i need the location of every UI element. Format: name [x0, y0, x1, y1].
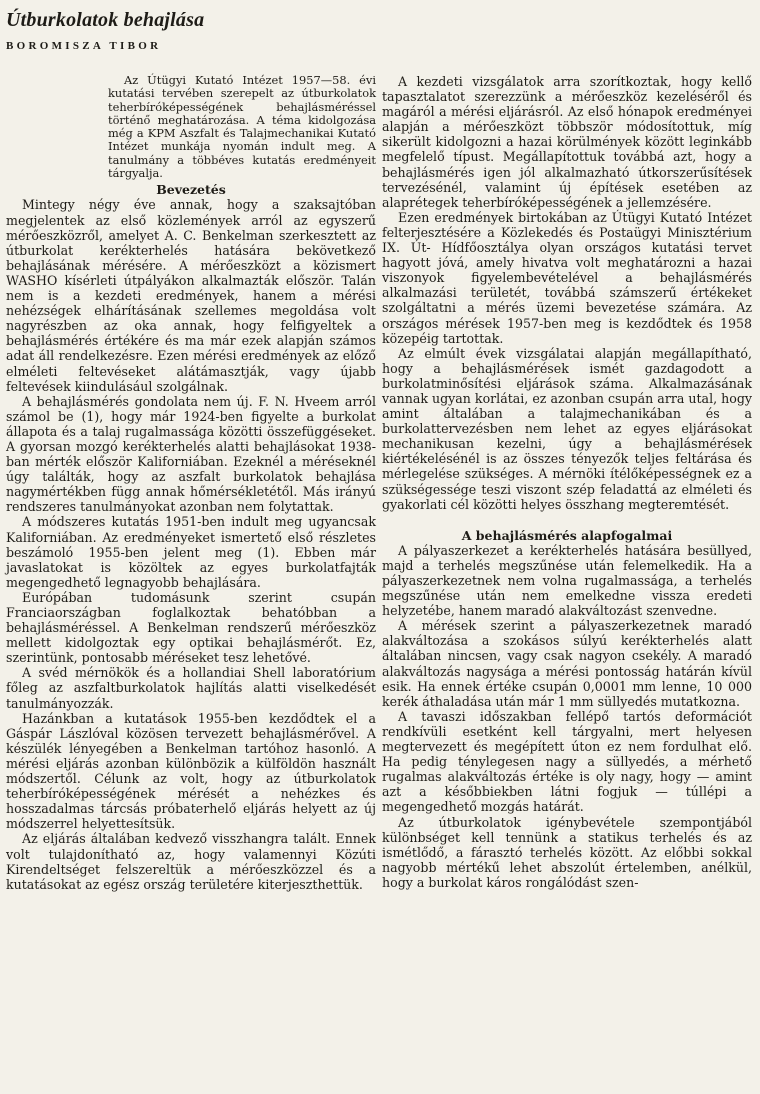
- paragraph: Az eljárás általában kedvező visszhangra talált. Ennek volt tulajdonítható az, hogy valamennyi Közúti Kirendeltséget felszereltük a mérőeszközzel és a kutatásokat az egész ország területére kiterjeszthettük.: [6, 831, 376, 892]
- paragraph: A kezdeti vizsgálatok arra szorítkoztak, hogy kellő tapasztalatot szerezzünk a mérőeszköz kezeléséről és magáról a mérési eljárásról. Az első hónapok eredményei alapján a mérőeszközt többször módosítottuk, míg sikerült kidolgozni a hazai körülmények között leginkább megfelelő típust. Megállapítottuk továbbá azt, hogy a behajlásmérés igen jól alkalmazható útkorszerűsítések tervezésénél, valamint új építések esetében az alaprétegek teherbíróképességének a jellemzésére.: [382, 74, 752, 210]
- two-column-body: [6, 74, 752, 892]
- paragraph: Mintegy négy éve annak, hogy a szaksajtóban megjelentek az első közlemények arról az egyszerű mérőeszközről, amelyet A. C. Benkelman szerkesztett az útburkolat kerékterhelés hatására bekövetkező behajlásának mérésére. A mérőeszközt a közismert WASHO kísérleti útpályákon alkalmazták először. Talán nem is a kezdeti eredmények, hanem a mérési nehézségek elhárításának szellemes megoldása volt nagyrészben az oka annak, hogy felfigyeltek a behajlásmérés értékére és ma már ezek alapján számos adat áll rendelkezésre. Ezen mérési eredmények az előző elméleti feltevéseket alátámasztják, vagy újabb feltevések kiindulásául szolgálnak.: [6, 197, 376, 394]
- section-heading-bevezetes: Bevezetés: [156, 182, 226, 198]
- paragraph: Hazánkban a kutatások 1955-ben kezdődtek el a Gáspár Lászlóval közösen tervezett behajlásmérővel. A készülék lényegében a Benkelman tartóhoz hasonló. A mérési eljárás azonban különbözik a külföldön használt módszertől. Célunk az volt, hogy az útburkolatok teherbíróképességének mérését a nehézkes és hosszadalmas tárcsás próbaterhelő eljárás helyett az új módszerrel helyettesítsük.: [6, 710, 376, 832]
- paragraph: A svéd mérnökök és a hollandiai Shell laboratórium főleg az aszfaltburkolatok hajlítás alatti viselkedését tanulmányozzák.: [6, 665, 376, 711]
- abstract: Az Útügyi Kutató Intézet 1957—58. évi kutatási tervében szerepelt az útburkolatok teherbíróképességének behajlásméréssel történő meghatározása. A téma kidolgozása még a KPM Aszfalt és Talajmechanikai Kutató Intézet munkája nyomán indult meg. A tanulmány a többéves kutatás eredményeit tárgyalja.: [108, 73, 376, 181]
- section-heading-alapfogalmai: A behajlásmérés alapfogalmai: [461, 527, 673, 543]
- paragraph: Ezen eredmények birtokában az Útügyi Kutató Intézet felterjesztésére a Közlekedés és Postaügyi Minisztérium IX. Út- Hídfőosztálya olyan országos kutatási tervet hagyott jóvá, amely hivatva volt meghatározni a hazai viszonyok figyelembevételével a behajlásmérés alkalmazási területét, továbbá számszerű értékeket szolgáltatni a mérés üzemi bevezetése számára. Az országos mérések 1957-ben meg is kezdődtek és 1958 közepéig tartottak.: [382, 209, 752, 346]
- paragraph: A módszeres kutatás 1951-ben indult meg ugyancsak Kaliforniában. Az eredményeket ismertető első részletes beszámoló 1955-ben jelent meg (1). Ebben már javaslatokat is közöltek az egyes burkolatfajták megengedhető legnagyobb behajlására.: [6, 514, 376, 590]
- paragraph: A tavaszi időszakban fellépő tartós deformációt rendkívüli esetként kell tárgyalni, mert helyesen megtervezett és megépített úton ez nem fordulhat elő. Ha pedig ténylegesen nagy a süllyedés, a mérhető rugalmas alakváltozás értéke is oly nagy, hogy — amint azt a későbbiekben látni fogjuk — túllépi a megengedhető mozgás határát.: [382, 708, 752, 815]
- author-name: BOROMISZA TIBOR: [6, 40, 162, 52]
- paragraph: Európában tudomásunk szerint csupán Franciaországban foglalkoztak behatóbban a behajlásméréssel. A Benkelman rendszerű mérőeszköz mellett kidolgoztak egy optikai behajlásmérőt. Ez, szerintünk, pontosabb méréseket tesz lehetővé.: [6, 589, 376, 666]
- right-column: [382, 74, 752, 892]
- paragraph: Az útburkolatok igénybevétele szempontjából különbséget kell tennünk a statikus terhelés és az ismétlődő, a fárasztó terhelés között. Az előbbi sokkal nagyobb mértékű lehet abszolút értelemben, anélkül, hogy a burkolat káros rongálódást szen-: [382, 814, 752, 890]
- paragraph: A mérések szerint a pályaszerkezetnek maradó alakváltozása a szokásos súlyú kerékterhelés alatt általában nincsen, vagy csak nagyon csekély. A maradó alakváltozás nagysága a mérési pontosság határán kívül esik. Ha ennek értéke csupán 0,0001 mm lenne, 10 000 kerék áthaladása után már 1 mm süllyedés mutatkozna.: [382, 618, 752, 709]
- paragraph: A pályaszerkezet a kerékterhelés hatására besüllyed, majd a terhelés megszűnése után felemelkedik. Ha a pályaszerkezetnek nem volna rugalmassága, a terhelés megszűnése után nem emelkedne vissza eredeti helyzetébe, hanem maradó alakváltozást szenvedne.: [382, 542, 752, 619]
- article-title: Útburkolatok behajlása: [6, 9, 205, 31]
- paragraph: A behajlásmérés gondolata nem új. F. N. Hveem arról számol be (1), hogy már 1924-ben figyelte a burkolat állapota és a talaj rugalmassága közötti összefüggéseket. A gyorsan mozgó kerékterhelés alatti behajlásokat 1938-ban mérték először Kaliforniában. Ezeknél a méréseknél úgy találták, hogy az aszfalt burkolatok behajlása nagymértékben függ annak hőmérsékletétől. Más irányú rendszeres tanulmányokat azonban nem folytattak.: [6, 393, 376, 515]
- paragraph: Az elmúlt évek vizsgálatai alapján megállapítható, hogy a behajlásmérések ismét gazdagodott a burkolatminősítési eljárások száma. Alkalmazásának vannak ugyan korlátai, ez azonban csupán arra utal, hogy amint általában a talajmechanikában és a burkolattervezésben nem lehet az egyes eljárásokat mechanikusan kezelni, úgy a behajlásmérések kiértékelésénél is az összes tényezők teljes feltárása és mérlegelése szükséges. A mérnöki ítélőképességnek ez a szükségessége teszi viszont szép feladattá az elméleti és gyakorlati cél közötti helyes összhang megteremtését.: [382, 345, 752, 512]
- left-column: [6, 74, 376, 892]
